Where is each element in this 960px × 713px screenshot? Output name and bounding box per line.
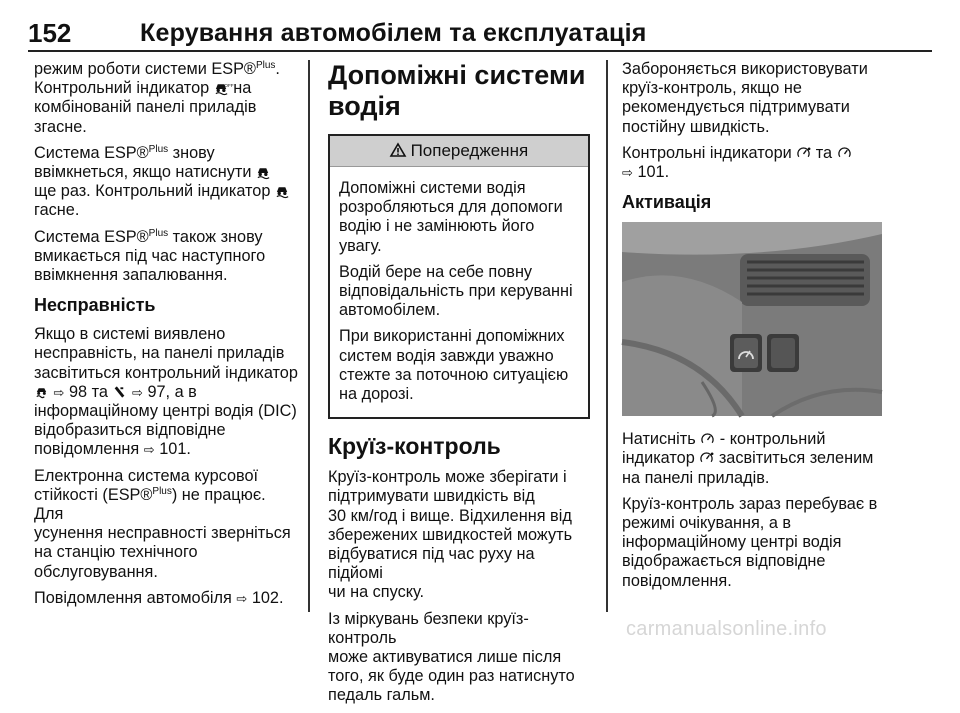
heading-malfunction: Несправність bbox=[34, 295, 156, 316]
header-rule bbox=[28, 50, 932, 52]
cruise-control-icon bbox=[837, 146, 852, 160]
section-title-driver-assistance: Допоміжні системи водія bbox=[328, 60, 586, 121]
page-header bbox=[28, 18, 932, 48]
warning-header: Попередження bbox=[330, 136, 588, 167]
paragraph-esp-ignition: Система ESP®$^{Plus}$ також знову вмикається під час наступного ввімкнення запалювання. bbox=[34, 227, 266, 285]
page-title: Керування автомобілем та експлуатація bbox=[140, 19, 647, 47]
page-ref-arrow-icon: ⇨ bbox=[622, 165, 633, 181]
column-divider-2 bbox=[606, 60, 608, 612]
warning-triangle-icon bbox=[390, 143, 406, 157]
paragraph-cruise-prohibited: Забороняється використовувати круїз-контроль, якщо не рекомендується підтримувати постійну швидкість. bbox=[622, 60, 868, 136]
cruise-control-on-icon bbox=[796, 146, 811, 160]
esp-off-icon bbox=[256, 165, 271, 179]
column-3 bbox=[622, 60, 884, 598]
cruise-control-switch-photo bbox=[622, 222, 882, 416]
paragraph-vehicle-messages: Повідомлення автомобіля ⇨ 102. bbox=[34, 588, 284, 607]
paragraph-esp-on: Система ESP®$^{Plus}$ знову ввімкнеться, якщо натиснути ще раз. Контрольний індикатор гасне. bbox=[34, 144, 298, 221]
page-ref-arrow-icon: ⇨ bbox=[143, 442, 155, 458]
watermark: carmanualsonline.info bbox=[626, 618, 827, 640]
traction-off-icon bbox=[112, 385, 127, 399]
traction-control-icon bbox=[34, 385, 49, 399]
paragraph-cruise-intro: Круїз-контроль може зберігати і підтримувати швидкість від 30 км/год і вище. Відхилення від збережених швидкостей можуть відбуватися під час руху на підйомі чи на спуску. bbox=[328, 468, 573, 602]
esp-off-icon bbox=[275, 184, 290, 198]
warning-body: Допоміжні системи водія розробляються для допомоги водію і не замінюють його увагу. Водій бере на себе повну відповідальність при керуванні автомобілем. При використанні допоміжних систем водія завжди уважно стежте за поточною ситуацією на дорозі. bbox=[339, 179, 573, 404]
warning-box bbox=[328, 134, 590, 419]
paragraph-indicators: Контрольні індикатори та ⇨ 101. bbox=[622, 144, 884, 182]
paragraph-esp-fault: Електронна система курсової стійкості (ESP®$^{Plus}$) не працює. Для усунення несправності зверніться на станцію технічного обслуговування. bbox=[34, 466, 291, 581]
cruise-control-icon bbox=[700, 432, 715, 446]
svg-text:OFF: OFF bbox=[224, 83, 234, 89]
paragraph-press: Натисніть - контрольний індикатор засвітиться зеленим на панелі приладів. bbox=[622, 430, 874, 487]
heading-activation: Активація bbox=[622, 192, 712, 213]
cruise-control-on-icon bbox=[699, 451, 714, 465]
page-number: 152 bbox=[28, 18, 72, 48]
column-divider-1 bbox=[308, 60, 310, 612]
section-title-cruise-control: Круїз-контроль bbox=[328, 433, 501, 460]
page-ref-arrow-icon: ⇨ bbox=[53, 384, 65, 400]
paragraph-esp-off: режим роботи системи ESP®$^{Plus}$. Контрольний індикатор OFF на комбінованій панелі приладів згасне. bbox=[34, 60, 280, 136]
page-ref-arrow-icon: ⇨ bbox=[236, 590, 248, 606]
paragraph-standby: Круїз-контроль зараз перебуває в режимі очікування, а в інформаційному центрі водія відображається відповідне повідомлення. bbox=[622, 494, 878, 590]
paragraph-cruise-safety: Із міркувань безпеки круїз-контроль може активуватися лише після того, як буде один раз натиснуто педаль гальм. bbox=[328, 609, 575, 705]
esp-off-icon bbox=[214, 81, 234, 95]
paragraph-malfunction: Якщо в системі виявлено несправність, на панелі приладів засвітиться контрольний індикатор ⇨ 98 та ⇨ 97, а в інформаційному центрі водія (DIC) відобразиться відповідне повідомлення ⇨ 101. bbox=[34, 325, 298, 459]
column-1 bbox=[34, 60, 298, 615]
column-2 bbox=[328, 60, 590, 713]
page-ref-arrow-icon: ⇨ bbox=[132, 384, 143, 400]
